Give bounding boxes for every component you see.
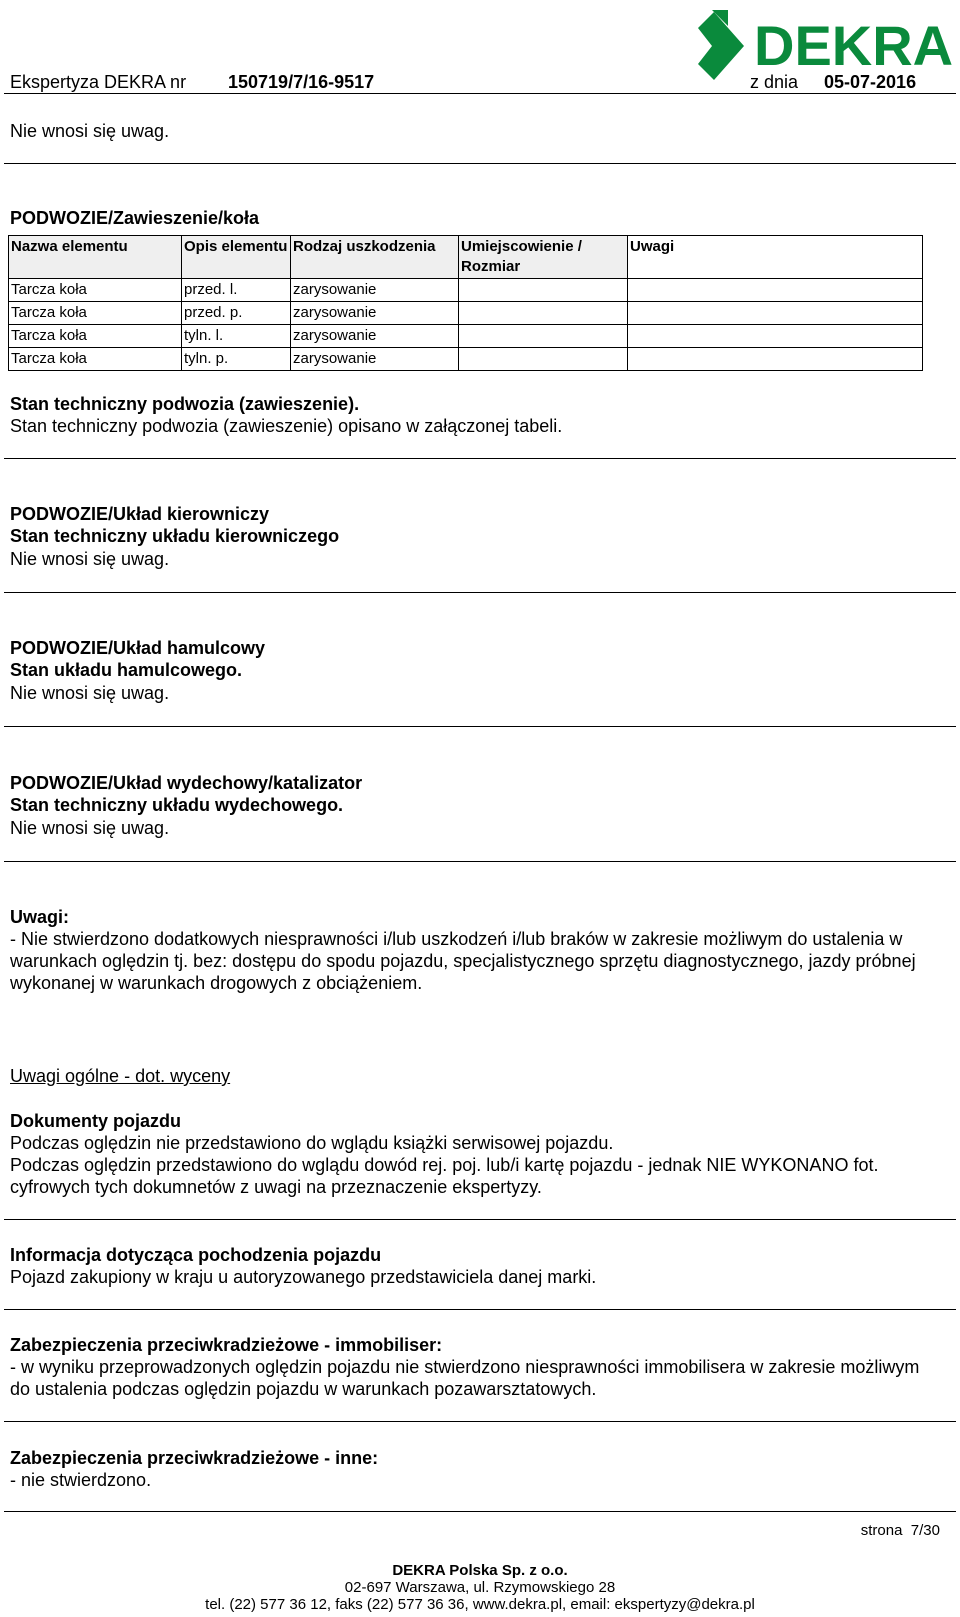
documents-line1: Podczas oględzin nie przedstawiono do wglądu książki serwisowej pojazdu.: [10, 1133, 614, 1153]
table-cell: zarysowanie: [291, 279, 459, 302]
table-cell: [459, 348, 628, 371]
exhaust-title: PODWOZIE/Układ wydechowy/katalizator: [10, 773, 363, 793]
column-header: Nazwa elementu: [9, 236, 182, 279]
steering-subtitle: Stan techniczny układu kierowniczego: [10, 526, 340, 546]
table-cell: [459, 302, 628, 325]
report-date: 05-07-2016: [824, 72, 917, 92]
documents-line2: Podczas oględzin przedstawiono do wglądu dowód rej. poj. lub/i kartę pojazdu - jednak NIE WYKONANO fot. cyfrowych tych dokumnetów z uwagi na przeznaczenie ekspertyzy.: [10, 1155, 879, 1197]
exhaust-subtitle: Stan techniczny układu wydechowego.: [10, 795, 344, 815]
page-number: [861, 1522, 940, 1539]
date-label: z dnia: [750, 72, 799, 92]
table-cell: [628, 279, 923, 302]
table-cell: [628, 302, 923, 325]
divider: [4, 861, 956, 862]
footer-address: 02-697 Warszawa, ul. Rzymowskiego 28: [344, 1579, 616, 1596]
column-header: Uwagi: [628, 236, 923, 279]
divider: [4, 163, 956, 164]
table-cell: Tarcza koła: [9, 302, 182, 325]
table-cell: Tarcza koła: [9, 348, 182, 371]
table-row: [9, 325, 923, 348]
report-header: [10, 72, 960, 94]
footer-rule: [4, 1511, 956, 1512]
table-cell: tyln. p.: [182, 348, 291, 371]
documents-title: Dokumenty pojazdu: [10, 1111, 182, 1131]
table-cell: przed. l.: [182, 279, 291, 302]
table-cell: Tarcza koła: [9, 279, 182, 302]
table-cell: [628, 348, 923, 371]
table-cell: Tarcza koła: [9, 325, 182, 348]
immobiliser-title: Zabezpieczenia przeciwkradzieżowe - immobiliser:: [10, 1335, 443, 1355]
origin-title: Informacja dotycząca pochodzenia pojazdu: [10, 1245, 382, 1265]
suspension-title: PODWOZIE/Zawieszenie/koła: [10, 208, 260, 228]
footer-contact: tel. (22) 577 36 12, faks (22) 577 36 36, www.dekra.pl, email: ekspertyzy@dekra.pl: [205, 1596, 755, 1613]
origin-text: Pojazd zakupiony w kraju u autoryzowanego przedstawiciela danej marki.: [10, 1267, 597, 1287]
table-cell: przed. p.: [182, 302, 291, 325]
steering-note: Nie wnosi się uwag.: [10, 549, 170, 569]
column-header: Rodzaj uszkodzenia: [291, 236, 459, 279]
table-row: [9, 302, 923, 325]
header-rule: [4, 93, 956, 94]
table-cell: [459, 279, 628, 302]
other-security-text: - nie stwierdzono.: [10, 1470, 152, 1490]
table-header-row: [9, 236, 923, 279]
steering-title: PODWOZIE/Układ kierowniczy: [10, 504, 270, 524]
table-row: [9, 279, 923, 302]
immobiliser-text: - w wyniku przeprowadzonych oględzin pojazdu nie stwierdzono niesprawności immobilisera w zakresie możliwym do ustalenia podczas oględzin pojazdu w warunkach pozawarsztatowych.: [10, 1357, 920, 1399]
other-security-title: Zabezpieczenia przeciwkradzieżowe - inne:: [10, 1448, 379, 1468]
table-cell: zarysowanie: [291, 325, 459, 348]
table-cell: zarysowanie: [291, 348, 459, 371]
logo-text: DEKRA: [754, 14, 954, 77]
suspension-status-title: Stan techniczny podwozia (zawieszenie).: [10, 394, 360, 414]
report-number: 150719/7/16-9517: [228, 72, 375, 92]
intro-note: Nie wnosi się uwag.: [10, 121, 170, 141]
logo-mark-icon: [698, 12, 744, 80]
damage-table: [8, 235, 923, 371]
suspension-status-text: Stan techniczny podwozia (zawieszenie) opisano w załączonej tabeli.: [10, 416, 563, 436]
brakes-note: Nie wnosi się uwag.: [10, 683, 170, 703]
brakes-title: PODWOZIE/Układ hamulcowy: [10, 638, 266, 658]
divider: [4, 592, 956, 593]
table-cell: [459, 325, 628, 348]
divider: [4, 726, 956, 727]
page-label: strona: [860, 1522, 903, 1539]
page-current: 7/30: [910, 1522, 940, 1539]
table-cell: tyln. l.: [182, 325, 291, 348]
divider: [4, 1219, 956, 1220]
remarks-text: - Nie stwierdzono dodatkowych niesprawności i/lub uszkodzeń i/lub braków w zakresie możliwym do ustalenia w warunkach oględzin tj. bez: dostępu do spodu pojazdu, specjalistycznego sprzętu diagnostycznego, jazdy próbnej wykonanej w warunkach drogowych z obciążeniem.: [10, 929, 916, 993]
dekra-logo: [698, 6, 956, 82]
column-header: Opis elementu: [182, 236, 291, 279]
remarks-title: Uwagi:: [10, 907, 70, 927]
exhaust-note: Nie wnosi się uwag.: [10, 818, 170, 838]
report-label: Ekspertyza DEKRA nr: [10, 72, 187, 92]
footer-company: DEKRA Polska Sp. z o.o.: [392, 1562, 568, 1579]
divider: [4, 1309, 956, 1310]
brakes-subtitle: Stan układu hamulcowego.: [10, 660, 243, 680]
table-row: [9, 348, 923, 371]
column-header: Umiejscowienie / Rozmiar: [459, 236, 628, 279]
table-cell: [628, 325, 923, 348]
table-cell: zarysowanie: [291, 302, 459, 325]
general-remarks-heading: Uwagi ogólne - dot. wyceny: [10, 1066, 231, 1086]
divider: [4, 1421, 956, 1422]
divider: [4, 458, 956, 459]
